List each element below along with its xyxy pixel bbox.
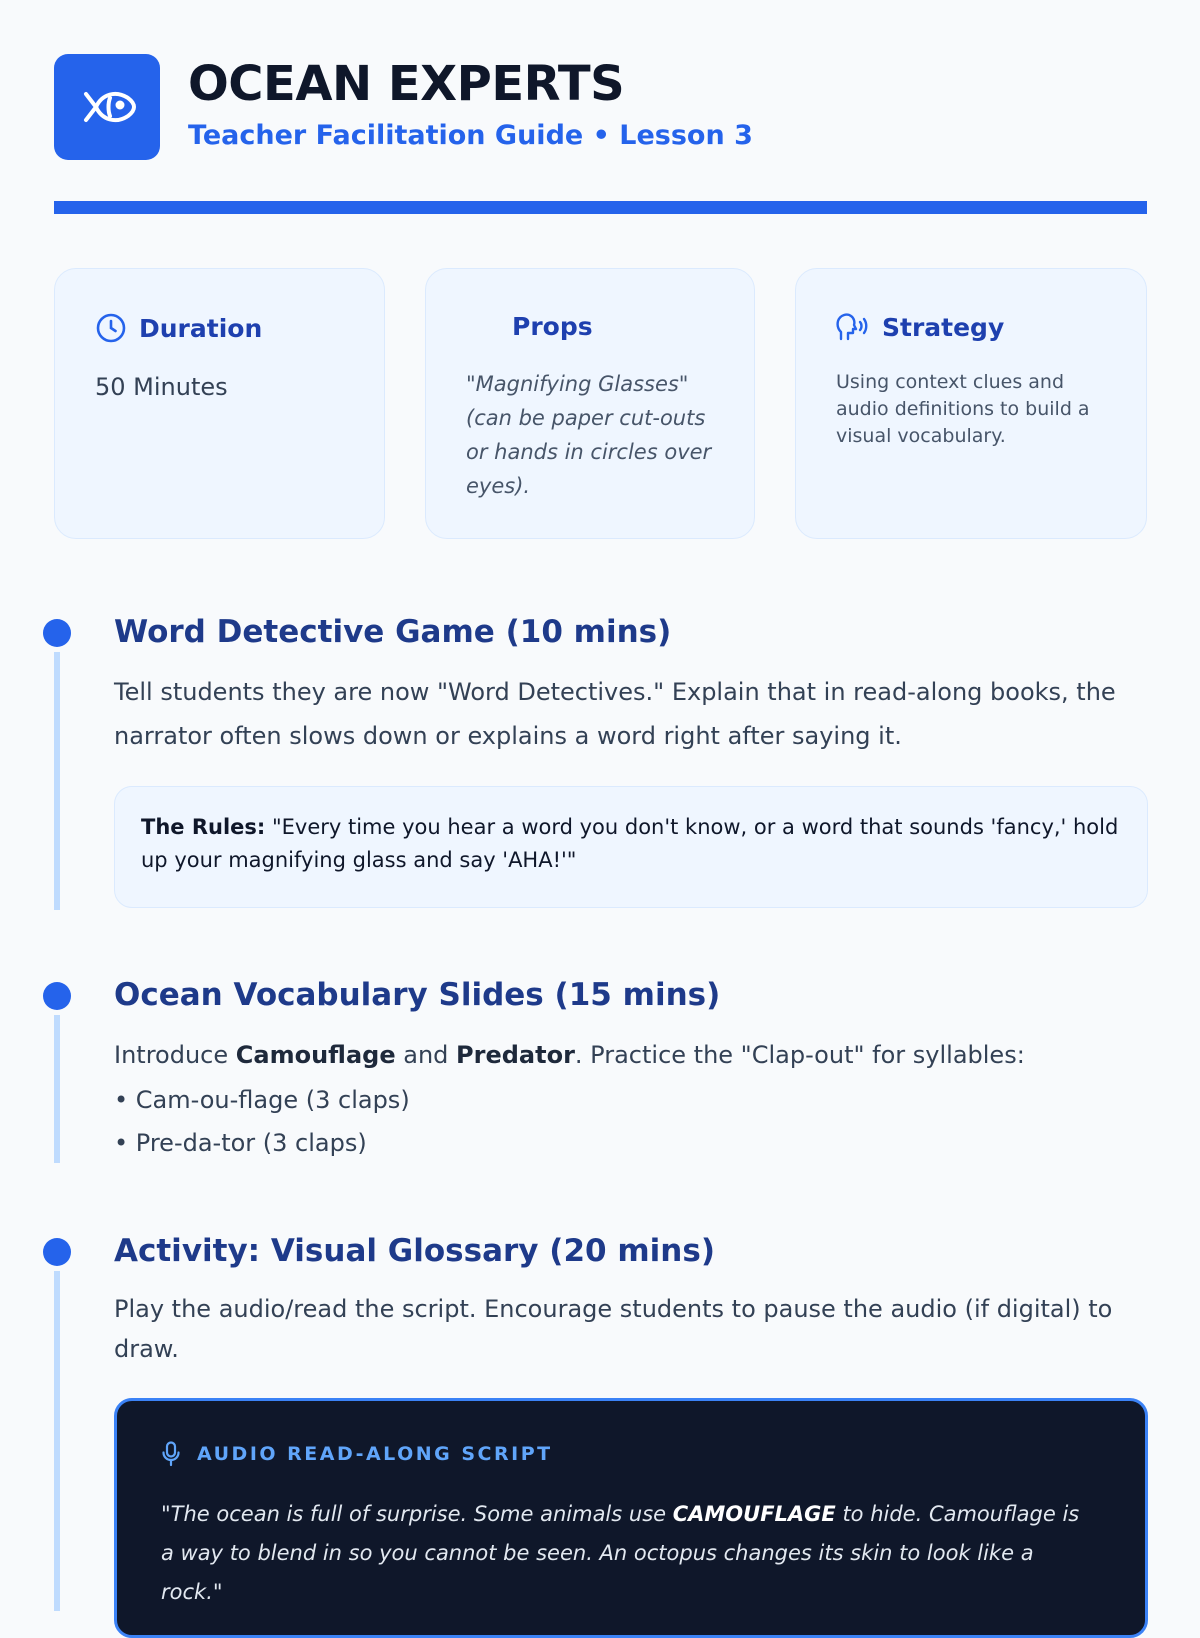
fish-icon [76, 76, 138, 138]
script-label: AUDIO READ-ALONG SCRIPT [197, 1443, 553, 1465]
rules-label: The Rules: [141, 815, 266, 839]
timeline-line [54, 1271, 60, 1611]
clock-icon [95, 312, 127, 344]
list-item: • Cam-ou-flage (3 claps) [114, 1086, 410, 1114]
duration-card [54, 268, 385, 539]
header-divider [54, 201, 1147, 214]
section-title: Ocean Vocabulary Slides (15 mins) [114, 977, 721, 1013]
timeline-line [54, 1015, 60, 1163]
props-card-header [512, 312, 593, 341]
vocab-word: Camouflage [235, 1041, 396, 1069]
section-text: Introduce Camouflage and Predator. Practice the "Clap-out" for syllables: [114, 1041, 1025, 1069]
microphone-icon [161, 1441, 181, 1467]
list-item: • Pre-da-tor (3 claps) [114, 1129, 367, 1157]
section-title: Activity: Visual Glossary (20 mins) [114, 1233, 715, 1269]
section-title: Word Detective Game (10 mins) [114, 614, 672, 650]
timeline-dot [43, 1238, 71, 1266]
strategy-card [795, 268, 1147, 539]
strategy-label: Strategy [882, 312, 1005, 342]
info-cards [54, 268, 1147, 543]
page-subtitle: Teacher Facilitation Guide • Lesson 3 [188, 120, 753, 151]
logo [54, 54, 160, 160]
rules-text: "Every time you hear a word you don't know, or a word that sounds 'fancy,' hold up your magnifying glass and say 'AHA!'" [141, 815, 1119, 872]
script-text: "The ocean is full of surprise. Some animals use CAMOUFLAGE to hide. Camouflage is a way to blend in so you cannot be seen. An octopus changes its skin to look like a rock." [161, 1502, 1080, 1604]
page-title: OCEAN EXPERTS [188, 56, 625, 112]
section-text: Tell students they are now "Word Detectives." Explain that in read-along books, the narrator often slows down or explains a word right after saying it. [114, 678, 1116, 750]
timeline-dot [43, 619, 71, 647]
script-keyword: CAMOUFLAGE [672, 1502, 836, 1526]
rules-callout [114, 786, 1148, 908]
vocab-word: Predator [456, 1041, 575, 1069]
duration-card-header [95, 312, 262, 344]
speaking-head-icon [836, 312, 870, 342]
duration-value: 50 Minutes [95, 373, 228, 401]
props-card [425, 268, 755, 539]
duration-label: Duration [139, 313, 263, 343]
section-text: Play the audio/read the script. Encourage students to pause the audio (if digital) to draw. [114, 1295, 1113, 1363]
props-label: Props [512, 312, 593, 341]
audio-script-box [114, 1398, 1148, 1638]
timeline-dot [43, 982, 71, 1010]
script-header [161, 1441, 553, 1467]
strategy-card-header [836, 312, 1004, 342]
props-value: "Magnifying Glasses" (can be paper cut-outs or hands in circles over eyes). [466, 372, 712, 498]
timeline-line [54, 652, 60, 910]
strategy-value: Using context clues and audio definitions to build a visual vocabulary. [836, 371, 1090, 447]
